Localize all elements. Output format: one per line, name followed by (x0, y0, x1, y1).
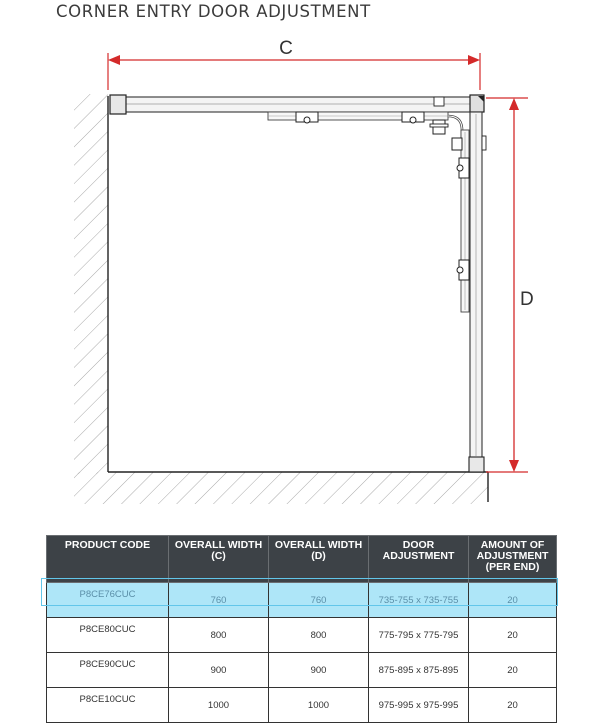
table-header-row (47, 536, 557, 583)
return-door-stopper (452, 138, 462, 150)
adjustment-cell: 875-895 x 875-895 (369, 653, 469, 688)
width-c-cell: 800 (169, 618, 269, 653)
product-code-cell: P8CE80CUC (47, 618, 169, 653)
width-c-cell: 1000 (169, 688, 269, 723)
width-dimension-c (108, 38, 480, 90)
table-row (47, 688, 557, 723)
table-row (47, 618, 557, 653)
product-code-cell: P8CE76CUC (47, 583, 169, 618)
header-product-code: PRODUCT CODE (47, 536, 169, 583)
header-amount-of-adjustment: AMOUNT OF ADJUSTMENT (PER END) (469, 536, 557, 583)
amount-cell: 20 (469, 688, 557, 723)
width-c-cell: 760 (169, 583, 269, 618)
amount-cell: 20 (469, 653, 557, 688)
table-row (47, 583, 557, 618)
page-title: CORNER ENTRY DOOR ADJUSTMENT (56, 2, 371, 21)
top-rail (112, 97, 476, 112)
header-overall-width-c: OVERALL WIDTH (C) (169, 536, 269, 583)
floor-hatching (74, 472, 488, 504)
header-overall-width-d: OVERALL WIDTH (D) (269, 536, 369, 583)
header-door-adjustment: DOOR ADJUSTMENT (369, 536, 469, 583)
adjustment-cell: 775-795 x 775-795 (369, 618, 469, 653)
product-code-cell: P8CE90CUC (47, 653, 169, 688)
width-d-cell: 800 (269, 618, 369, 653)
depth-dimension-d (486, 98, 534, 472)
width-d-cell: 1000 (269, 688, 369, 723)
width-d-cell: 900 (269, 653, 369, 688)
door-handle-top (434, 97, 444, 106)
left-wall-hatching (74, 94, 108, 474)
depth-label-d: D (520, 289, 534, 310)
product-code-cell: P8CE10CUC (47, 688, 169, 723)
adjustment-table (46, 535, 557, 723)
table-row (47, 653, 557, 688)
right-panel-bracket (482, 136, 486, 150)
width-c-cell: 900 (169, 653, 269, 688)
bottom-panel-cap (469, 457, 484, 472)
width-label-c: C (279, 38, 293, 59)
amount-cell: 20 (469, 618, 557, 653)
amount-cell: 20 (469, 583, 557, 618)
adjustment-cell: 975-995 x 975-995 (369, 688, 469, 723)
left-rail-end-cap (110, 95, 126, 114)
width-d-cell: 760 (269, 583, 369, 618)
adjustment-cell: 735-755 x 735-755 (369, 583, 469, 618)
